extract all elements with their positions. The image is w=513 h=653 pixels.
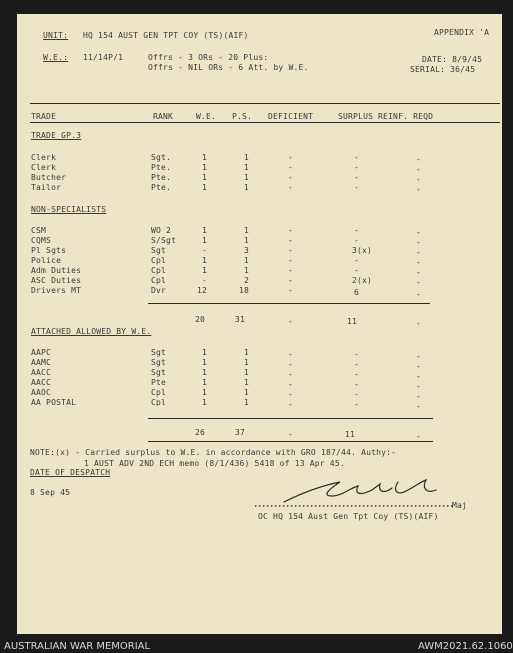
- subtotal-def: -: [288, 317, 294, 326]
- cell-def: -: [288, 236, 294, 245]
- cell-we: 1: [202, 348, 208, 357]
- cell-ps: 2: [244, 276, 250, 285]
- cell-ps: 1: [244, 163, 250, 172]
- cell-ps: 1: [244, 266, 250, 275]
- cell-rank: Pte.: [151, 183, 172, 192]
- cell-trade: CQMS: [31, 236, 52, 245]
- total-sur: 11: [345, 430, 356, 439]
- cell-reinf: -: [416, 402, 422, 411]
- total-reinf: -: [416, 432, 422, 441]
- grand-total-top-rule: [148, 418, 433, 419]
- handwritten-signature: [280, 476, 465, 506]
- cell-trade: Clerk: [31, 163, 57, 172]
- cell-trade: Drivers MT: [31, 286, 82, 295]
- subtotal-rule: [148, 303, 430, 304]
- cell-we: 1: [202, 388, 208, 397]
- cell-sur: -: [354, 400, 360, 409]
- cell-rank: Cpl: [151, 266, 167, 275]
- cell-rank: Dvr: [151, 286, 167, 295]
- subtotal-sur: 11: [347, 317, 358, 326]
- col-header-rank: RANK: [153, 112, 174, 121]
- cell-rank: Sgt.: [151, 153, 172, 162]
- cell-reinf: -: [416, 258, 422, 267]
- cell-trade: Clerk: [31, 153, 57, 162]
- cell-reinf: -: [416, 352, 422, 361]
- cell-ps: 18: [239, 286, 250, 295]
- despatch-date: 8 Sep 45: [30, 488, 71, 497]
- col-header-trade: TRADE: [31, 112, 57, 121]
- footer-source: AUSTRALIAN WAR MEMORIAL: [4, 641, 151, 652]
- despatch-label: DATE OF DESPATCH: [30, 468, 111, 477]
- cell-ps: 1: [244, 256, 250, 265]
- cell-rank: Sgt: [151, 246, 167, 255]
- cell-ps: 1: [244, 348, 250, 357]
- cell-trade: AA POSTAL: [31, 398, 77, 407]
- cell-ps: 1: [244, 173, 250, 182]
- table-top-rule: [30, 103, 500, 104]
- cell-we: 1: [202, 226, 208, 235]
- cell-def: -: [288, 173, 294, 182]
- cell-def: -: [288, 350, 294, 359]
- cell-def: -: [288, 256, 294, 265]
- header-bottom-rule: [30, 122, 500, 123]
- cell-reinf: -: [416, 228, 422, 237]
- footer-accession-number: AWM2021.62.1060: [418, 641, 513, 652]
- cell-reinf: -: [416, 392, 422, 401]
- grand-total-bottom-rule: [148, 441, 433, 442]
- cell-reinf: -: [416, 185, 422, 194]
- cell-we: 1: [202, 236, 208, 245]
- total-ps: 37: [235, 428, 246, 437]
- signature-dotted-line: [255, 504, 455, 508]
- cell-sur: -: [354, 256, 360, 265]
- cell-sur: -: [354, 380, 360, 389]
- cell-def: -: [288, 226, 294, 235]
- total-we: 26: [195, 428, 206, 437]
- cell-def: -: [288, 183, 294, 192]
- cell-def: -: [288, 286, 294, 295]
- cell-def: -: [288, 380, 294, 389]
- cell-def: -: [288, 400, 294, 409]
- cell-def: -: [288, 163, 294, 172]
- cell-sur: 6: [354, 288, 360, 297]
- cell-sur: -: [354, 360, 360, 369]
- subtotal-we: 20: [195, 315, 206, 324]
- section-title-trade-gp3: TRADE GP.3: [31, 131, 82, 140]
- cell-we: -: [202, 246, 208, 255]
- section-title-attached: ATTACHED ALLOWED BY W.E.: [31, 327, 152, 336]
- cell-def: -: [288, 246, 294, 255]
- cell-reinf: -: [416, 248, 422, 257]
- cell-sur: -: [354, 350, 360, 359]
- cell-we: 1: [202, 358, 208, 367]
- cell-ps: 1: [244, 226, 250, 235]
- cell-trade: AAPC: [31, 348, 52, 357]
- cell-sur: -: [354, 390, 360, 399]
- cell-trade: CSM: [31, 226, 47, 235]
- cell-reinf: -: [416, 238, 422, 247]
- cell-ps: 1: [244, 153, 250, 162]
- cell-sur: -: [354, 236, 360, 245]
- cell-def: -: [288, 266, 294, 275]
- subtotal-reinf: -: [416, 319, 422, 328]
- cell-ps: 1: [244, 398, 250, 407]
- unit-value: HQ 154 AUST GEN TPT COY (TS)(AIF): [83, 31, 249, 40]
- cell-reinf: -: [416, 165, 422, 174]
- cell-rank: WO 2: [151, 226, 172, 235]
- cell-reinf: -: [416, 372, 422, 381]
- cell-sur: 3(x): [352, 246, 373, 255]
- cell-trade: AAMC: [31, 358, 52, 367]
- cell-reinf: -: [416, 268, 422, 277]
- cell-trade: Butcher: [31, 173, 67, 182]
- signatory-rank: Maj: [452, 501, 468, 510]
- cell-trade: Police: [31, 256, 62, 265]
- col-header-ps: P.S.: [232, 112, 253, 121]
- cell-sur: -: [354, 183, 360, 192]
- cell-sur: -: [354, 226, 360, 235]
- cell-we: 1: [202, 266, 208, 275]
- document-date: DATE: 8/9/45: [422, 55, 483, 64]
- cell-trade: AACC: [31, 378, 52, 387]
- cell-we: 12: [197, 286, 208, 295]
- signatory-title: OC HQ 154 Aust Gen Tpt Coy (TS)(AIF): [258, 512, 439, 521]
- appendix-label: APPENDIX 'A: [434, 28, 490, 37]
- cell-we: 1: [202, 153, 208, 162]
- cell-we: 1: [202, 256, 208, 265]
- cell-we: 1: [202, 163, 208, 172]
- cell-def: -: [288, 153, 294, 162]
- cell-we: 1: [202, 368, 208, 377]
- cell-rank: Sgt: [151, 358, 167, 367]
- cell-ps: 1: [244, 388, 250, 397]
- cell-we: 1: [202, 378, 208, 387]
- cell-ps: 1: [244, 236, 250, 245]
- cell-trade: AACC: [31, 368, 52, 377]
- cell-sur: -: [354, 370, 360, 379]
- cell-trade: Tailor: [31, 183, 62, 192]
- cell-reinf: -: [416, 155, 422, 164]
- col-header-surplus: SURPLUS: [338, 112, 374, 121]
- we-value: 11/14P/1: [83, 53, 124, 62]
- cell-reinf: -: [416, 362, 422, 371]
- serial-number: SERIAL: 36/45: [410, 65, 476, 74]
- cell-trade: AAOC: [31, 388, 52, 397]
- cell-rank: Cpl: [151, 256, 167, 265]
- cell-def: -: [288, 370, 294, 379]
- cell-trade: ASC Duties: [31, 276, 82, 285]
- we-label: W.E.:: [43, 53, 69, 62]
- cell-sur: -: [354, 153, 360, 162]
- section-title-non-specialists: NON-SPECIALISTS: [31, 205, 107, 214]
- cell-rank: Cpl: [151, 276, 167, 285]
- cell-rank: S/Sgt: [151, 236, 177, 245]
- cell-def: -: [288, 276, 294, 285]
- cell-reinf: -: [416, 175, 422, 184]
- offrs-line-1: Offrs - 3 ORs - 20 Plus:: [148, 53, 269, 62]
- cell-rank: Pte: [151, 378, 167, 387]
- col-header-deficient: DEFICIENT: [268, 112, 314, 121]
- cell-reinf: -: [416, 278, 422, 287]
- subtotal-ps: 31: [235, 315, 246, 324]
- document-page: [17, 14, 502, 634]
- cell-def: -: [288, 390, 294, 399]
- cell-ps: 1: [244, 183, 250, 192]
- offrs-line-2: Offrs - NIL ORs - 6 Att. by W.E.: [148, 63, 309, 72]
- cell-rank: Pte.: [151, 173, 172, 182]
- cell-sur: -: [354, 163, 360, 172]
- cell-def: -: [288, 360, 294, 369]
- cell-ps: 1: [244, 358, 250, 367]
- cell-sur: 2(x): [352, 276, 373, 285]
- cell-sur: -: [354, 173, 360, 182]
- cell-ps: 1: [244, 368, 250, 377]
- cell-we: 1: [202, 398, 208, 407]
- cell-trade: Adm Duties: [31, 266, 82, 275]
- col-header-reinf: REINF. REQD: [378, 112, 434, 121]
- cell-ps: 3: [244, 246, 250, 255]
- cell-rank: Sgt: [151, 368, 167, 377]
- cell-trade: Pl Sgts: [31, 246, 67, 255]
- cell-rank: Pte.: [151, 163, 172, 172]
- cell-rank: Cpl: [151, 388, 167, 397]
- cell-reinf: -: [416, 382, 422, 391]
- total-def: -: [288, 430, 294, 439]
- col-header-we: W.E.: [196, 112, 217, 121]
- unit-label: UNIT:: [43, 31, 69, 40]
- cell-reinf: -: [416, 290, 422, 299]
- cell-rank: Sgt: [151, 348, 167, 357]
- cell-we: -: [202, 276, 208, 285]
- note-line-1: NOTE:(x) - Carried surplus to W.E. in accordance with GRO 187/44. Authy:-: [30, 448, 397, 457]
- cell-ps: 1: [244, 378, 250, 387]
- cell-rank: Cpl: [151, 398, 167, 407]
- cell-we: 1: [202, 183, 208, 192]
- cell-we: 1: [202, 173, 208, 182]
- note-line-2: 1 AUST ADV 2ND ECH memo (8/1/436) 5418 of 13 Apr 45.: [84, 459, 345, 468]
- cell-sur: -: [354, 266, 360, 275]
